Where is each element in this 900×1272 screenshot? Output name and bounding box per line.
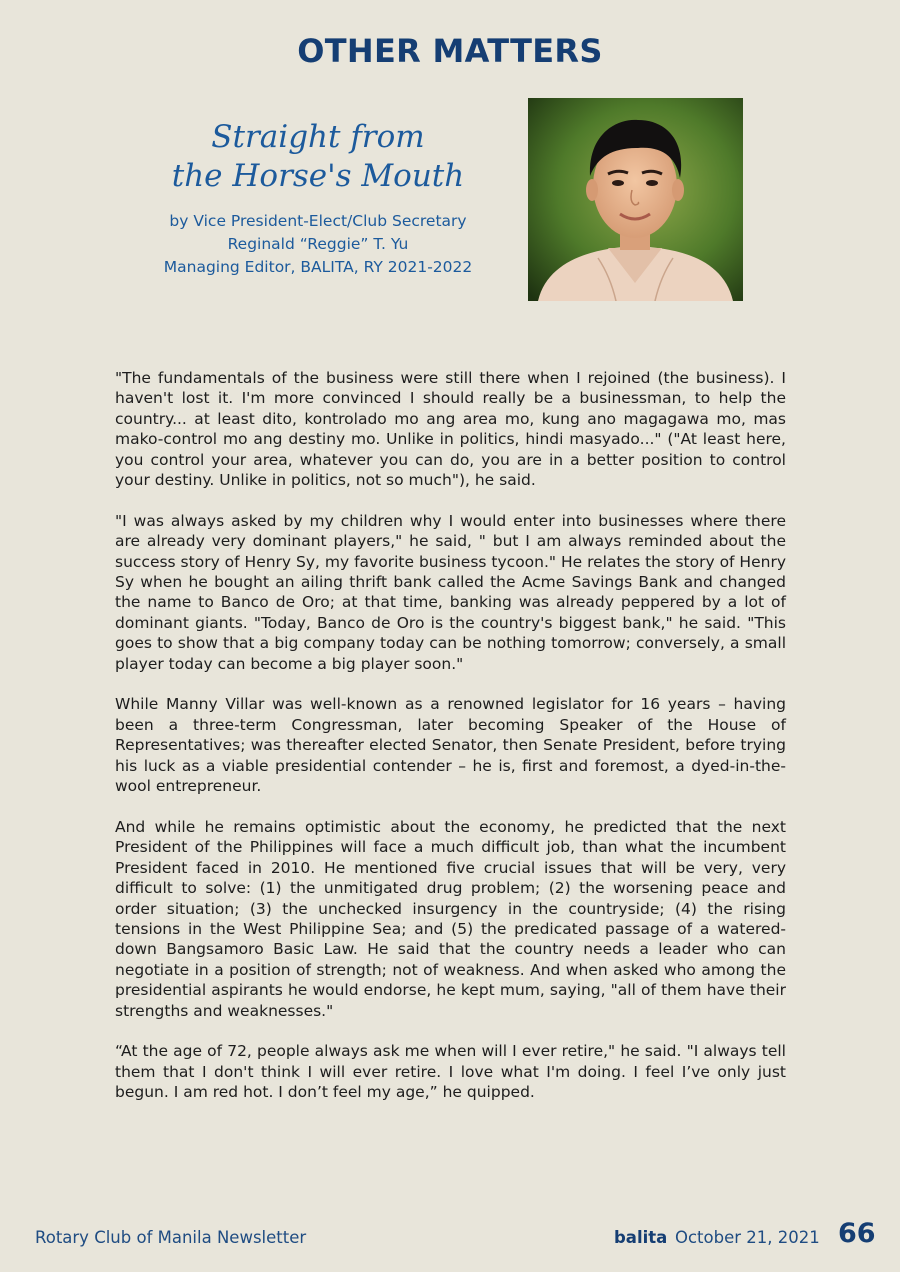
column-title-line-1: Straight from <box>211 119 425 155</box>
page-number: 66 <box>838 1218 876 1249</box>
column-title <box>118 118 518 196</box>
article-body <box>115 368 786 1123</box>
author-portrait <box>528 98 743 301</box>
article-paragraph: And while he remains optimistic about the economy, he predicted that the next President of the Philippines will face a much difficult job, than what the incumbent President faced in 2010. He mentioned five crucial issues that will be very, very difficult to solve: (1) the unmitigated drug problem; (2) the worsening peace and order situation; (3) the unchecked insurgency in the countryside; (4) the rising tensions in the West Philippine Sea; and (5) the predicated passage of a watered-down Bangsamoro Basic Law. He said that the country needs a leader who can negotiate in a position of strength; not of weakness. And when asked who among the presidential aspirants he would endorse, he kept mum, saying, "all of them have their strengths and weaknesses." <box>115 817 786 1020</box>
byline-editor: Managing Editor, BALITA, RY 2021-2022 <box>163 258 473 276</box>
byline-author: Reginald “Reggie” T. Yu <box>227 235 409 253</box>
article-paragraph: While Manny Villar was well-known as a renowned legislator for 16 years – having been a three-term Congressman, later becoming Speaker of the House of Representatives; was thereafter elected Senator, then Senate President, before trying his luck as a viable presidential contender – he is, first and foremost, a dyed-in-the-wool entrepreneur. <box>115 695 786 796</box>
byline <box>118 210 518 279</box>
newsletter-name: Rotary Club of Manila Newsletter <box>35 1228 307 1247</box>
issue-date: October 21, 2021 <box>675 1228 820 1247</box>
page-footer <box>0 1218 900 1258</box>
article-paragraph: “At the age of 72, people always ask me when will I ever retire," he said. "I always tell them that I don't think I will ever retire. I love what I'm doing. I feel I’ve only just begun. I am red hot. I don’t feel my age,” he quipped. <box>115 1042 786 1102</box>
article-paragraph: "I was always asked by my children why I would enter into businesses where there are already very dominant players," he said, " but I am always reminded about the success story of Henry Sy, my favorite business tycoon." He relates the story of Henry Sy when he bought an ailing thrift bank called the Acme Savings Bank and changed the name to Banco de Oro; at that time, banking was already peppered by a lot of dominant giants. "Today, Banco de Oro is the country's biggest bank," he said. "This goes to show that a big company today can be nothing tomorrow; conversely, a small player today can become a big player soon." <box>115 511 786 673</box>
article-paragraph: "The fundamentals of the business were still there when I rejoined (the business). I haven't lost it. I'm more convinced I should really be a businessman, to help the country... at least dito, kontrolado mo ang area mo, kung ano magagawa mo, mas mako-control mo ang destiny mo. Unlike in politics, hindi masyado..." ("At least here, you control your area, whatever you can do, you are in a better position to control your destiny. Unlike in politics, not so much"), he said. <box>115 369 786 490</box>
column-title-line-2: the Horse's Mouth <box>171 158 465 194</box>
page-title: OTHER MATTERS <box>297 32 603 70</box>
brand-name: balita <box>614 1228 668 1247</box>
column-header <box>118 118 518 279</box>
byline-role: by Vice President-Elect/Club Secretary <box>169 212 467 230</box>
